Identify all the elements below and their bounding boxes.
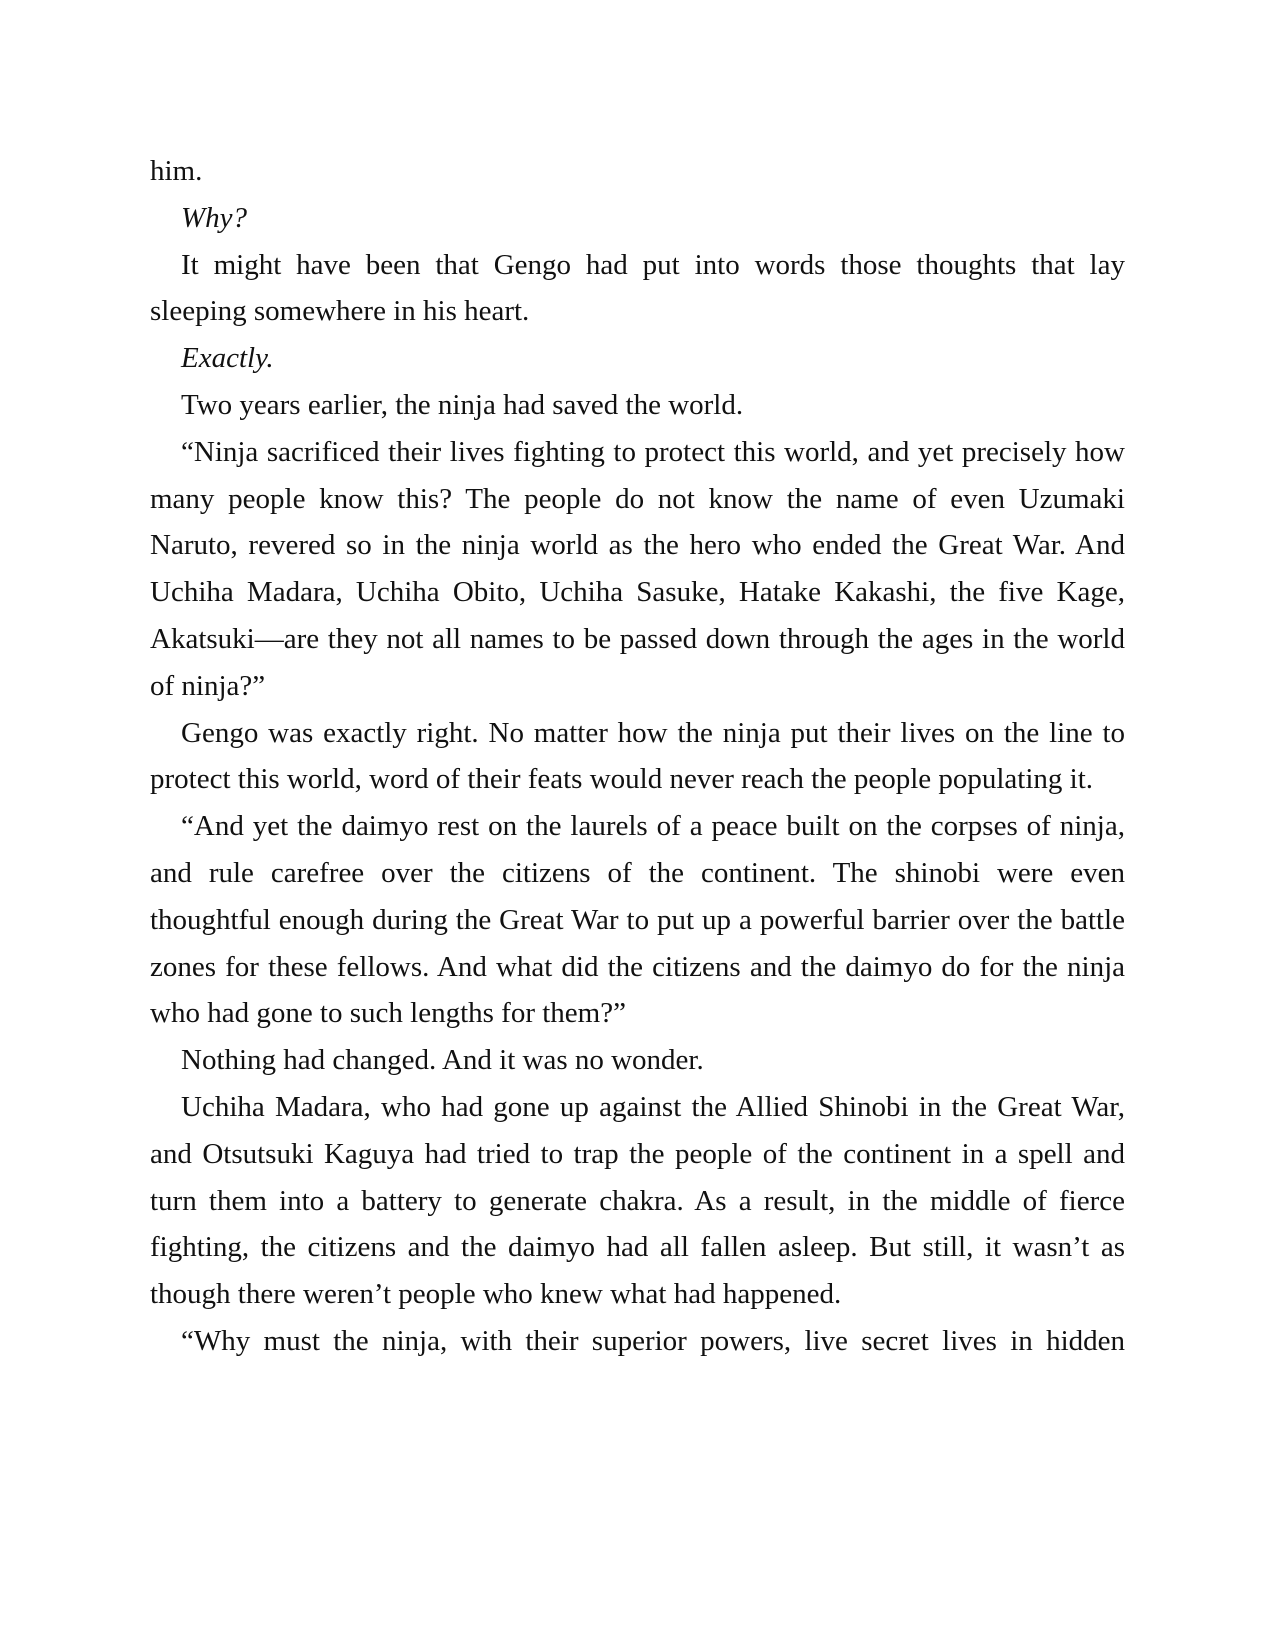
paragraph-3: It might have been that Gengo had put into words those thoughts that lay sleeping somewhere in his heart. <box>150 248 1125 328</box>
document-page <box>150 148 1125 1365</box>
paragraph-4: Exactly. <box>181 342 274 375</box>
paragraph-2: Why? <box>181 201 248 234</box>
paragraph-6: “Ninja sacrificed their lives fighting to protect this world, and yet precisely how many people know this? The people do not know the name of even Uzumaki Naruto, revered so in the ninja world as the hero who ended the Great War. And Uchiha Madara, Uchiha Obito, Uchiha Sasuke, Hatake Kakashi, the five Kage, Akatsuki—are they not all names to be passed down through the ages in the world of ninja?” <box>150 435 1125 702</box>
paragraph-8: “And yet the daimyo rest on the laurels of a peace built on the corpses of ninja, and rule carefree over the citizens of the continent. The shinobi were even thoughtful enough during the Great War to put up a powerful barrier over the battle zones for these fellows. And what did the citizens and the daimyo do for the ninja who had gone to such lengths for them?” <box>150 810 1125 1030</box>
paragraph-11: “Why must the ninja, with their superior powers, live secret lives in hidden <box>181 1324 1125 1357</box>
paragraph-1: him. <box>150 155 203 187</box>
paragraph-7: Gengo was exactly right. No matter how the ninja put their lives on the line to protect this world, word of their feats would never reach the people populating it. <box>150 716 1125 796</box>
paragraph-9: Nothing had changed. And it was no wonder. <box>181 1044 704 1077</box>
paragraph-10: Uchiha Madara, who had gone up against the Allied Shinobi in the Great War, and Otsutsuki Kaguya had tried to trap the people of the continent in a spell and turn them into a battery to generate chakra. As a result, in the middle of fierce fighting, the citizens and the daimyo had all fallen asleep. But still, it wasn’t as though there weren’t people who knew what had happened. <box>150 1090 1125 1311</box>
paragraph-5: Two years earlier, the ninja had saved the world. <box>181 388 744 421</box>
